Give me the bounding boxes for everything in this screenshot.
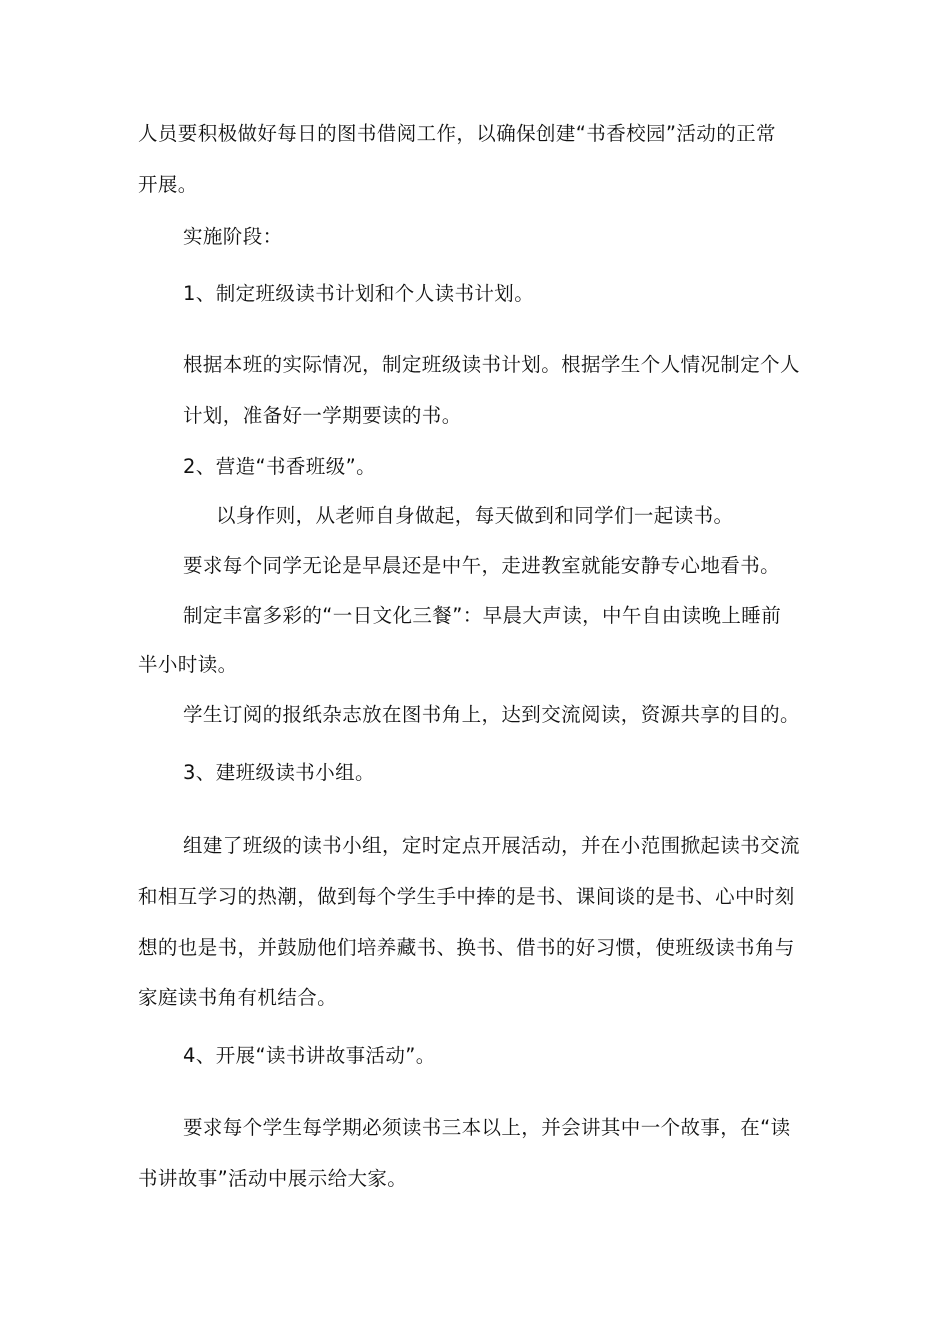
paragraph-line: 学生订阅的报纸杂志放在图书角上，达到交流阅读，资源共享的目的。 xyxy=(183,703,800,726)
item-heading: 1、制定班级读书计划和个人读书计划。 xyxy=(183,282,535,305)
paragraph-line: 根据本班的实际情况，制定班级读书计划。根据学生个人情况制定个人 xyxy=(183,353,800,376)
section-heading: 实施阶段： xyxy=(183,225,283,248)
paragraph-line: 想的也是书，并鼓励他们培养藏书、换书、借书的好习惯，使班级读书角与 xyxy=(138,936,795,959)
item-heading: 3、建班级读书小组。 xyxy=(183,761,375,784)
paragraph-line: 要求每个同学无论是早晨还是中午，走进教室就能安静专心地看书。 xyxy=(183,554,781,577)
paragraph-line: 以身作则，从老师自身做起，每天做到和同学们一起读书。 xyxy=(216,504,734,527)
paragraph-line: 半小时读。 xyxy=(138,653,238,676)
paragraph-line: 要求每个学生每学期必须读书三本以上，并会讲其中一个故事，在“读 xyxy=(183,1116,791,1139)
paragraph-line: 人员要积极做好每日的图书借阅工作，以确保创建“书香校园”活动的正常 xyxy=(138,122,776,145)
item-heading: 2、营造“书香班级”。 xyxy=(183,455,377,478)
paragraph-line: 制定丰富多彩的“一日文化三餐”：早晨大声读，中午自由读晚上睡前 xyxy=(183,604,782,627)
paragraph-line: 家庭读书角有机结合。 xyxy=(138,986,338,1009)
paragraph-line: 开展。 xyxy=(138,173,198,196)
paragraph-line: 书讲故事”活动中展示给大家。 xyxy=(138,1167,408,1190)
paragraph-line: 计划，准备好一学期要读的书。 xyxy=(183,404,462,427)
paragraph-line: 组建了班级的读书小组，定时定点开展活动，并在小范围掀起读书交流 xyxy=(183,834,800,857)
item-heading: 4、开展“读书讲故事活动”。 xyxy=(183,1044,436,1067)
paragraph-line: 和相互学习的热潮，做到每个学生手中捧的是书、课间谈的是书、心中时刻 xyxy=(138,885,795,908)
